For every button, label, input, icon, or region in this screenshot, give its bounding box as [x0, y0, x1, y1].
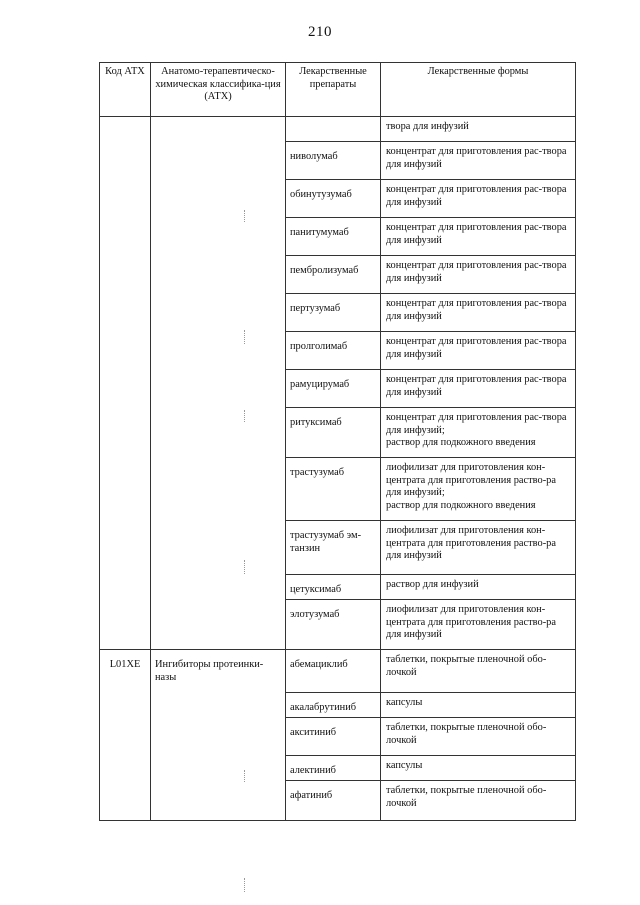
drug-form: концентрат для приготовления рас-твора для инфузий — [381, 218, 576, 256]
scan-artifact-line — [244, 560, 245, 574]
header-code: Код АТХ — [100, 63, 151, 117]
drug-form: концентрат для приготовления рас-твора для инфузий — [381, 142, 576, 180]
header-drugs: Лекарственные препараты — [286, 63, 381, 117]
drug-name: пролголимаб — [286, 332, 381, 370]
drug-form: капсулы — [381, 693, 576, 718]
drug-name: ритуксимаб — [286, 408, 381, 458]
drug-name: акалабрутиниб — [286, 693, 381, 718]
atc-group-cell — [151, 117, 286, 650]
drug-name: пембролизумаб — [286, 256, 381, 294]
drug-name — [286, 117, 381, 142]
drug-name: пертузумаб — [286, 294, 381, 332]
drug-name: алектиниб — [286, 756, 381, 781]
drug-form: лиофилизат для приготовления кон-центрата для приготовления раство-ра для инфузий; раствор для подкожного введения — [381, 458, 576, 521]
table-header-row — [100, 63, 576, 117]
drug-name: панитумумаб — [286, 218, 381, 256]
scan-artifact-line — [244, 770, 245, 782]
page-number: 210 — [308, 24, 332, 40]
drug-name: цетуксимаб — [286, 575, 381, 600]
drug-name: рамуцирумаб — [286, 370, 381, 408]
drug-name: акситиниб — [286, 718, 381, 756]
drug-form: лиофилизат для приготовления кон-центрата для приготовления раство-ра для инфузий — [381, 600, 576, 650]
scan-artifact-line — [244, 210, 245, 222]
drug-name: ниволумаб — [286, 142, 381, 180]
atc-table — [99, 62, 576, 821]
table-row — [100, 117, 576, 142]
drug-name: трастузумаб эм-танзин — [286, 521, 381, 575]
scan-artifact-line — [244, 878, 245, 892]
scan-artifact-line — [244, 330, 245, 344]
drug-form: таблетки, покрытые пленочной обо-лочкой — [381, 781, 576, 821]
scan-artifact-line — [244, 410, 245, 422]
drug-name: трастузумаб — [286, 458, 381, 521]
drug-form: лиофилизат для приготовления кон-центрата для приготовления раство-ра для инфузий — [381, 521, 576, 575]
drug-form: концентрат для приготовления рас-твора для инфузий — [381, 256, 576, 294]
drug-form: концентрат для приготовления рас-твора для инфузий — [381, 180, 576, 218]
drug-form: концентрат для приготовления рас-твора для инфузий — [381, 332, 576, 370]
drug-name: афатиниб — [286, 781, 381, 821]
table-row — [100, 650, 576, 693]
atc-code-cell: L01XE — [100, 650, 151, 821]
drug-form: концентрат для приготовления рас-твора для инфузий — [381, 370, 576, 408]
drug-name: элотузумаб — [286, 600, 381, 650]
header-classification: Анатомо-терапевтическо-химическая классифика-ция (АТХ) — [151, 63, 286, 117]
drug-name: абемациклиб — [286, 650, 381, 693]
drug-form: раствор для инфузий — [381, 575, 576, 600]
drug-form: концентрат для приготовления рас-твора для инфузий; раствор для подкожного введения — [381, 408, 576, 458]
drug-form: капсулы — [381, 756, 576, 781]
header-forms: Лекарственные формы — [381, 63, 576, 117]
drug-form: твора для инфузий — [381, 117, 576, 142]
drug-form: таблетки, покрытые пленочной обо-лочкой — [381, 650, 576, 693]
drug-form: таблетки, покрытые пленочной обо-лочкой — [381, 718, 576, 756]
atc-group-cell: Ингибиторы протеинки-назы — [151, 650, 286, 821]
drug-name: обинутузумаб — [286, 180, 381, 218]
drug-form: концентрат для приготовления рас-твора для инфузий — [381, 294, 576, 332]
atc-code-cell — [100, 117, 151, 650]
